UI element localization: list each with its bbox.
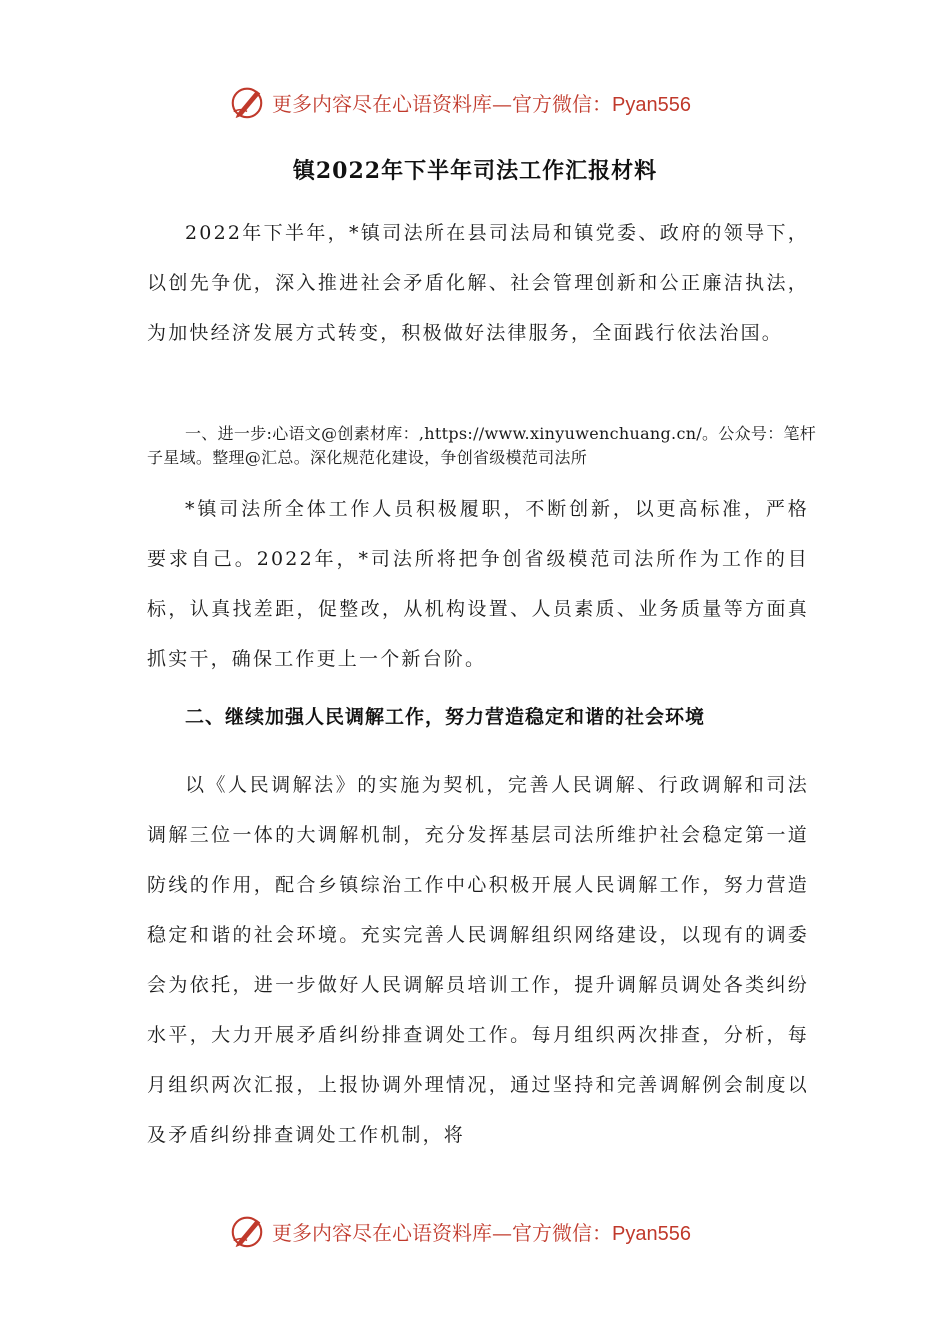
page-title: 镇2022年下半年司法工作汇报材料 <box>292 158 658 184</box>
footer-banner <box>228 1209 748 1253</box>
section2-paragraph: 以《人民调解法》的实施为契机，完善人民调解、行政调解和司法调解三位一体的大调解机制，充分发挥基层司法所维护社会稳定第一道防线的作用，配合乡镇综治工作中心积极开展人民调解工作，努力营造稳定和谐的社会环境。充实完善人民调解组织网络建设，以现有的调委会为依托，进一步做好人民调解员培训工作，提升调解员调处各类纠纷水平，大力开展矛盾纠纷排查调处工作。每月组织两次排查，分析，每月组织两次汇报，上报协调外理情况，通过坚持和完善调解例会制度以及矛盾纠纷排查调处工作机制，将 <box>147 774 809 1146</box>
banner-text: 更多内容尽在心语资料库—官方微信：Pyan556 <box>272 1220 691 1245</box>
pen-logo-icon <box>228 83 266 121</box>
intro-paragraph: 2022年下半年，*镇司法所在县司法局和镇党委、政府的领导下，以创先争优，深入推进社会矛盾化解、社会管理创新和公正廉洁执法，为加快经济发展方式转变，积极做好法律服务，全面践行依法治国。 <box>147 222 809 344</box>
section1-heading-note: 一、进一步:心语文@创素材库：,https://www.xinyuwenchuang.cn/。公众号：笔杆子星域。整理@汇总。深化规范化建设，争创省级模范司法所 <box>147 424 817 467</box>
pen-logo-icon <box>228 1212 266 1250</box>
wechat-id: Pyan556 <box>612 93 691 116</box>
section1-paragraph: *镇司法所全体工作人员积极履职，不断创新，以更高标准，严格要求自己。2022年，*司法所将把争创省级模范司法所作为工作的目标，认真找差距，促整改，从机构设置、人员素质、业务质量等方面真抓实干，确保工作更上一个新台阶。 <box>147 498 809 670</box>
banner-text: 更多内容尽在心语资料库—官方微信：Pyan556 <box>272 91 691 116</box>
section2-heading: 二、继续加强人民调解工作，努力营造稳定和谐的社会环境 <box>185 706 706 728</box>
header-banner <box>228 80 748 124</box>
wechat-id: Pyan556 <box>612 1222 691 1245</box>
